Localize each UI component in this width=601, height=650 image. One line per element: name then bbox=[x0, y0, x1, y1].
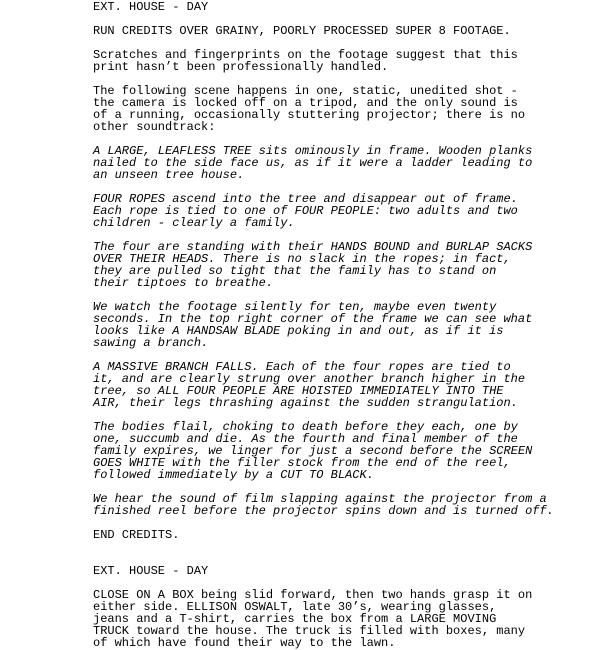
action-tree: A LARGE, LEAFLESS TREE sits ominously in frame. Wooden planks nailed to the side face us, as if it were a ladder leading to an unseen tree house. bbox=[93, 144, 533, 182]
action-bodies: The bodies flail, choking to death before they each, one by one, succumb and die. As the fourth and final member of the family expires, we linger for just a second before the SCREEN GOES WHITE with the filler stock from the end of the reel, followed immediately by a CUT TO BLACK. bbox=[93, 420, 533, 482]
scene-heading-2: EXT. HOUSE - DAY bbox=[93, 564, 209, 578]
action-branch: A MASSIVE BRANCH FALLS. Each of the four ropes are tied to it, and are clearly strung over another branch higher in the tree, so ALL FOUR PEOPLE ARE HOISTED IMMEDIATELY INTO THE AIR, their legs thrashing against the sudden strangulation. bbox=[93, 360, 526, 410]
action-slapping: We hear the sound of film slapping against the projector from a finished reel before the projector spins down and is turned off. bbox=[93, 492, 554, 518]
action-box: CLOSE ON A BOX being slid forward, then two hands grasp it on either side. ELLISON OSWALT, late 30’s, wearing glasses, jeans and a T-shirt, carries the box from a LARGE MOVING TRUCK toward the house. The truck is filled with boxes, many of which have found their way to the lawn. bbox=[93, 588, 533, 650]
credits-action-line: RUN CREDITS OVER GRAINY, POORLY PROCESSED SUPER 8 FOOTAGE. bbox=[93, 24, 511, 38]
action-scratches: Scratches and fingerprints on the footage suggest that this print hasn’t been professionally handled. bbox=[93, 48, 518, 74]
action-ropes: FOUR ROPES ascend into the tree and disappear out of frame. Each rope is tied to one of FOUR PEOPLE: two adults and two children - clearly a family. bbox=[93, 192, 518, 230]
end-credits-line: END CREDITS. bbox=[93, 528, 180, 542]
action-following-scene: The following scene happens in one, static, unedited shot - the camera is locked off on a tripod, and the only sound is of a running, occasionally stuttering projector; there is no other soundtrack: bbox=[93, 84, 526, 134]
scene-heading-1: EXT. HOUSE - DAY bbox=[93, 0, 209, 14]
action-watch: We watch the footage silently for ten, maybe even twenty seconds. In the top right corner of the frame we can see what looks like A HANDSAW BLADE poking in and out, as if it is sawing a branch. bbox=[93, 300, 533, 350]
action-standing: The four are standing with their HANDS BOUND and BURLAP SACKS OVER THEIR HEADS. There is no slack in the ropes; in fact, they are pulled so tight that the family has to stand on their tiptoes to breathe. bbox=[93, 240, 533, 290]
